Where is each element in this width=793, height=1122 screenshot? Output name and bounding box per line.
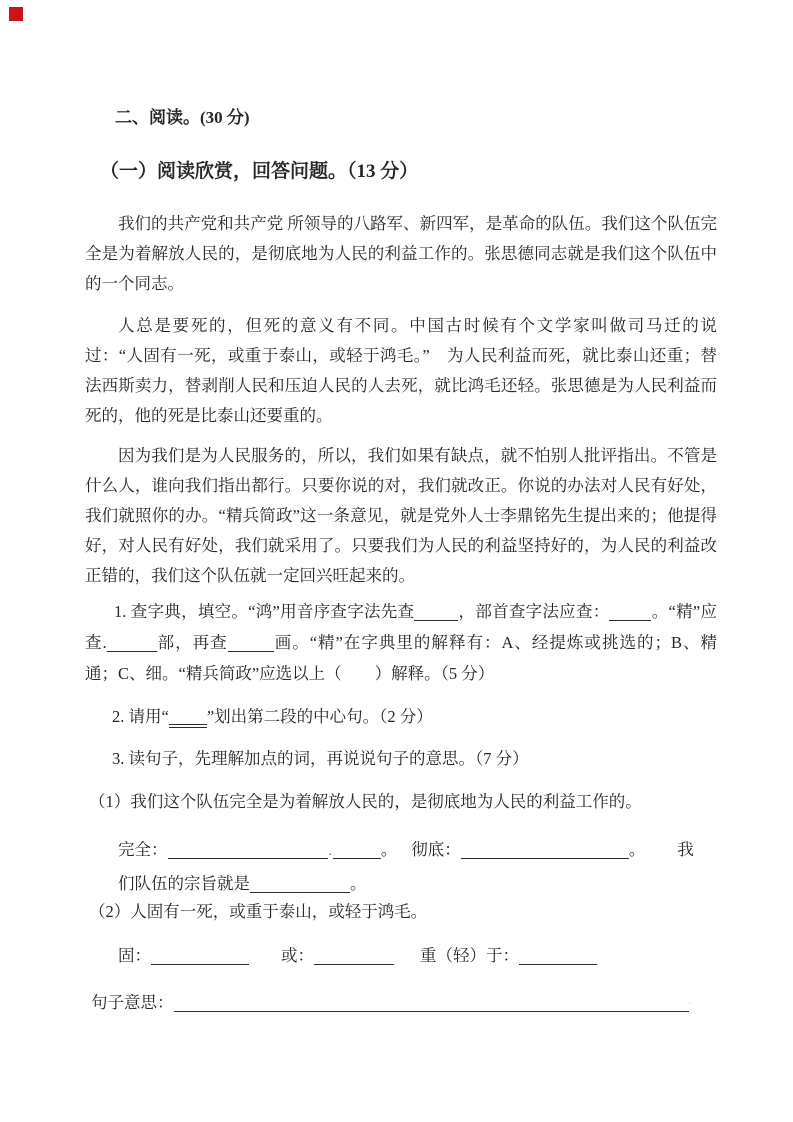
fill-zongzhi-text: 们队伍的宗旨就是: [118, 874, 250, 893]
blank-line: [519, 948, 597, 966]
blank-line: [414, 604, 458, 622]
question-2: [85, 702, 717, 732]
fill-label-huo: 或：: [281, 946, 314, 965]
question-1-text-d: 部，再查: [156, 633, 228, 652]
fill-label-juzi-yisi: 句子意思：: [91, 993, 174, 1012]
fill-line-juzi-yisi: [85, 986, 717, 1018]
question-1-text-a: 1. 查字典，填空。“鸿”用音序查字法先查: [114, 602, 415, 621]
blank-line: [314, 948, 394, 966]
fill-period: 。: [380, 840, 398, 859]
question-1-text-c: 。“精”应查.: [85, 602, 717, 652]
blank-line: [107, 635, 157, 653]
fill-label-gu: 固：: [118, 946, 151, 965]
question-2-text-b: ”划出第二段的中心句。（2 分）: [206, 707, 433, 726]
fill-line-wanquan: [85, 833, 717, 868]
fill-label-zhongqingyu: 重（轻）于：: [420, 946, 519, 965]
double-underline-blank: [169, 711, 207, 728]
stray-dot: .: [328, 843, 332, 858]
question-1-text-b: ，部首查字法应查：: [458, 602, 610, 621]
question-3: 3. 读句子，先理解加点的词，再说说句子的意思。（7 分）: [112, 749, 529, 768]
question-1: [85, 596, 717, 689]
sub-question-2: （2）人固有一死，或重于泰山，或轻于鸿毛。: [89, 902, 428, 921]
fill-tail-wo: 我: [677, 840, 694, 859]
fill-line-gu: [85, 941, 717, 971]
question-1-text-e: 画。“精”在字典里的解释有：A、经提炼或挑选的；B、精通；C、细。“精兵简政”应选以上（ ）解释。（5 分）: [85, 633, 717, 683]
fill-period: 。: [350, 874, 367, 893]
blank-line: [168, 842, 328, 860]
blank-line: [461, 842, 629, 860]
blank-line: [250, 876, 350, 894]
red-corner-marker: [9, 7, 23, 21]
fill-label-chedi: 彻底：: [411, 840, 461, 859]
fill-label-wanquan: 完全：: [118, 840, 168, 859]
fill-line-zongzhi: [85, 869, 717, 899]
section-heading: 二、阅读。(30 分): [115, 108, 250, 127]
sub-question-1: （1）我们这个队伍完全是为着解放人民的，是彻底地为人民的利益工作的。: [89, 792, 642, 811]
paragraph-3: 因为我们是为人民服务的，所以，我们如果有缺点，就不怕别人批评指出。不管是什么人，谁向我们指出都行。只要你说的对，我们就改正。你说的办法对人民有好处，我们就照你的办。“精兵简政”这一条意见，就是党外人士李鼎铭先生提出来的；他提得好，对人民有好处，我们就采用了。只要我们为人民的利益坚持好的，为人民的利益改正错的，我们这个队伍就一定回兴旺起来的。: [85, 446, 717, 585]
subsection-heading: （一）阅读欣赏，回答问题。（13 分）: [100, 161, 419, 182]
blank-line: [228, 635, 274, 653]
paragraph-2: 人总是要死的，但死的意义有不同。中国古时候有个文学家叫做司马迁的说过：“人固有一死，或重于泰山，或轻于鸿毛。” 为人民利益而死，就比泰山还重；替法西斯卖力，替剥削人民和压迫人民的人去死，就比鸿毛还轻。张思德是为人民利益而死的，他的死是比泰山还要重的。: [85, 316, 717, 425]
faint-dot: .: [688, 995, 692, 1007]
paragraph-1: 我们的共产党和共产党 所领导的八路军、新四军，是革命的队伍。我们这个队伍完全是为着解放人民的，是彻底地为人民的利益工作的。张思德同志就是我们这个队伍中的一个同志。: [85, 214, 717, 293]
blank-line: [333, 842, 381, 860]
blank-line: [151, 948, 249, 966]
question-2-text-a: 2. 请用“: [112, 707, 169, 726]
blank-line: [609, 604, 651, 622]
fill-period: 。: [628, 840, 646, 859]
blank-line: [174, 995, 689, 1013]
